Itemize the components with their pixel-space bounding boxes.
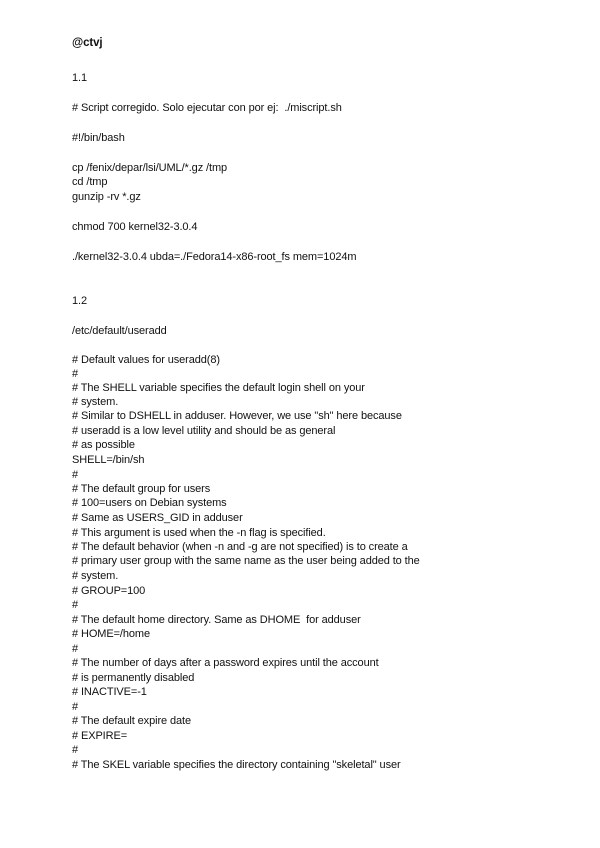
config-line: # The default home directory. Same as DHOME for adduser [72,614,361,626]
config-line: # Similar to DSHELL in adduser. However, we use "sh" here because [72,410,402,422]
config-line: # Same as USERS_GID in adduser [72,512,243,524]
config-line: # HOME=/home [72,628,150,640]
config-line: # The default group for users [72,483,211,495]
config-line: # [72,744,79,756]
chmod-line: chmod 700 kernel32-3.0.4 [72,221,198,233]
config-line: # INACTIVE=-1 [72,686,147,698]
section-heading-1-2: 1.2 [72,295,87,307]
config-line: # [72,643,79,655]
config-line: # [72,599,79,611]
config-line: # as possible [72,439,135,451]
config-line: # [72,469,79,481]
run-kernel-line: ./kernel32-3.0.4 ubda=./Fedora14-x86-root_fs mem=1024m [72,251,357,263]
config-line: # [72,368,79,380]
command-line: cd /tmp [72,176,108,188]
shebang-line: #!/bin/bash [72,132,125,144]
config-line: # The default expire date [72,715,191,727]
config-line: # The SKEL variable specifies the directory containing "skeletal" user [72,759,401,771]
config-line: # GROUP=100 [72,585,146,597]
command-line: cp /fenix/depar/lsi/UML/*.gz /tmp [72,162,228,174]
file-path: /etc/default/useradd [72,325,167,337]
command-line: gunzip -rv *.gz [72,191,141,203]
config-line: # EXPIRE= [72,730,128,742]
config-line: # system. [72,570,119,582]
author-handle: @ctvj [72,37,103,49]
section-heading-1-1: 1.1 [72,72,87,84]
config-line: # [72,701,79,713]
config-line: # The default behavior (when -n and -g are not specified) is to create a [72,541,408,553]
config-line: # 100=users on Debian systems [72,497,227,509]
config-line: # This argument is used when the -n flag is specified. [72,527,326,539]
config-line: # system. [72,396,119,408]
config-line: # primary user group with the same name as the user being added to the [72,555,420,567]
config-line: # The number of days after a password expires until the account [72,657,379,669]
config-line: # is permanently disabled [72,672,195,684]
config-line: # useradd is a low level utility and should be as general [72,425,336,437]
script-comment: # Script corregido. Solo ejecutar con por ej: ./miscript.sh [72,102,342,114]
config-line: # The SHELL variable specifies the default login shell on your [72,382,365,394]
config-line: SHELL=/bin/sh [72,454,145,466]
config-line: # Default values for useradd(8) [72,354,220,366]
